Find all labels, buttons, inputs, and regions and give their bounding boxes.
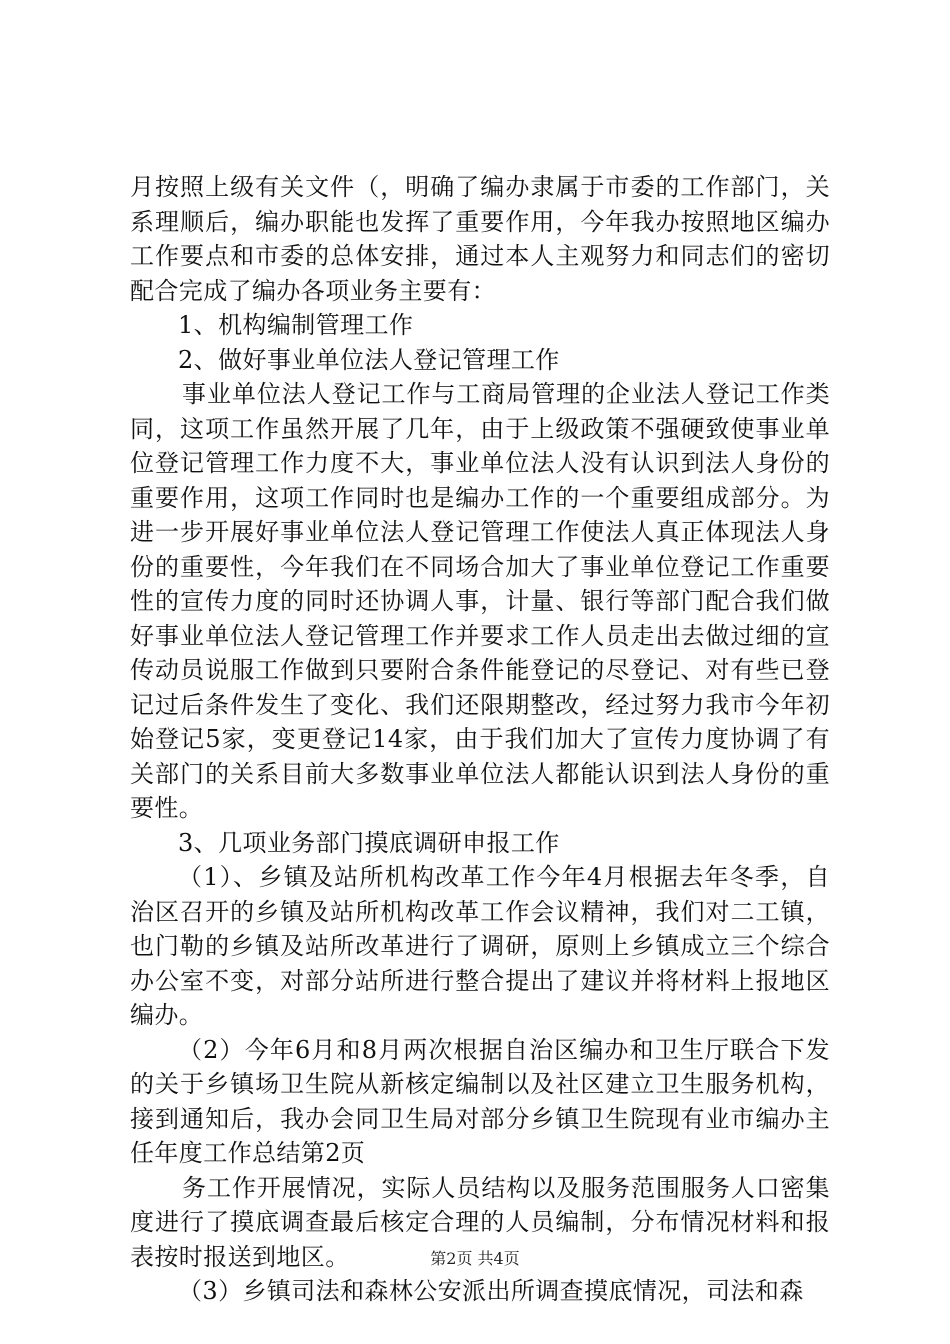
paragraph-subitem-2: （2）今年6月和8月两次根据自治区编办和卫生厅联合下发的关于乡镇场卫生院从新核定编制以及社区建立卫生服务机构，接到通知后，我办会同卫生局对部分乡镇卫生院现有业市编办主任年度工作总结第2页 (130, 1035, 830, 1167)
paragraph-subitem-1: （1）、乡镇及站所机构改革工作今年4月根据去年冬季，自治区召开的乡镇及站所机构改革工作会议精神，我们对二工镇，也门勒的乡镇及站所改革进行了调研，原则上乡镇成立三个综合办公室不变，对部分站所进行整合提出了建议并将材料上报地区编办。 (130, 863, 830, 1029)
page-footer: 第2页 共4页 (430, 1249, 520, 1268)
heading-item-1: 1、机构编制管理工作 (178, 311, 414, 339)
paragraph-legal-registration: 事业单位法人登记工作与工商局管理的企业法人登记工作类同，这项工作虽然开展了几年，由于上级政策不强硬致使事业单位登记管理工作力度不大，事业单位法人没有认识到法人身份的重要作用，这项工作同时也是编办工作的一个重要组成部分。为进一步开展好事业单位法人登记管理工作使法人真正体现法人身份的重要性，今年我们在不同场合加大了事业单位登记工作重要性的宣传力度的同时还协调人事，计量、银行等部门配合我们做好事业单位法人登记管理工作并要求工作人员走出去做过细的宣传动员说服工作做到只要附合条件能登记的尽登记、对有些已登记过后条件发生了变化、我们还限期整改，经过努力我市今年初始登记5家，变更登记14家，由于我们加大了宣传力度协调了有关部门的关系目前大多数事业单位法人都能认识到法人身份的重要性。 (130, 380, 830, 822)
document-body (130, 170, 830, 1309)
paragraph-subitem-3: （3）乡镇司法和森林公安派出所调查摸底情况，司法和森 (178, 1277, 804, 1305)
paragraph-intro: 月按照上级有关文件（，明确了编办隶属于市委的工作部门，关系理顺后，编办职能也发挥了重要作用，今年我办按照地区编办工作要点和市委的总体安排，通过本人主观努力和同志们的密切配合完成了编办各项业务主要有： (130, 173, 830, 305)
heading-item-3: 3、几项业务部门摸底调研申报工作 (178, 828, 560, 857)
heading-item-2: 2、做好事业单位法人登记管理工作 (178, 345, 560, 374)
paragraph-subitem-2-continued: 务工作开展情况，实际人员结构以及服务范围服务人口密集度进行了摸底调查最后核定合理的人员编制，分布情况材料和报表按时报送到地区。 (130, 1173, 830, 1271)
